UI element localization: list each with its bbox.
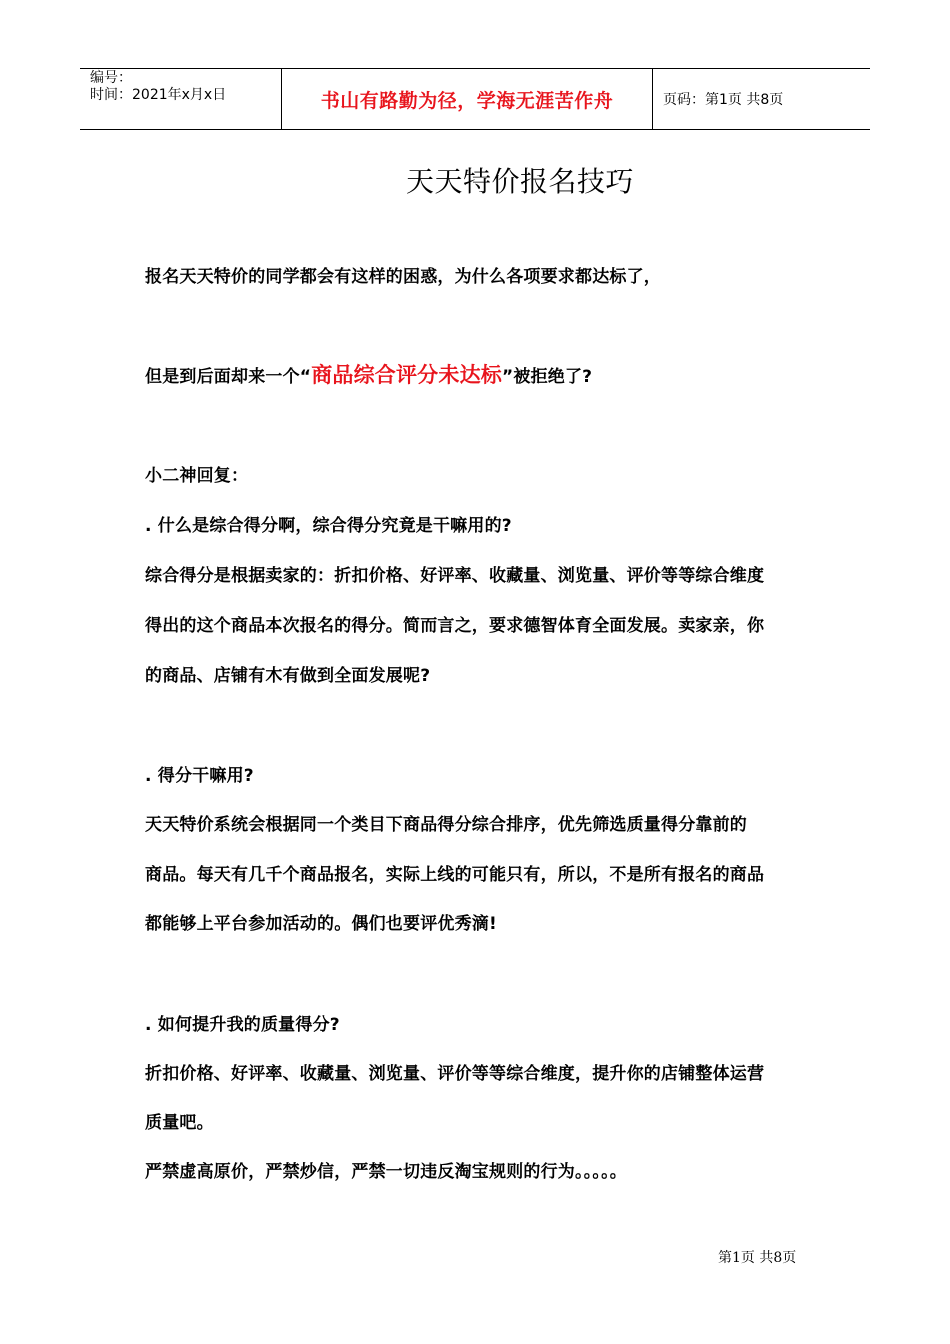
answer-3-line-1: 折扣价格、好评率、收藏量、浏览量、评价等等综合维度，提升你的店铺整体运营 <box>145 1064 765 1084</box>
highlight-rating-not-met: 商品综合评分未达标 <box>311 363 502 387</box>
question-2: . 得分干嘛用? <box>145 766 254 786</box>
question-text-after: ”被拒绝了? <box>502 367 593 387</box>
paragraph-intro: 报名天天特价的同学都会有这样的困惑，为什么各项要求都达标了， <box>145 267 661 287</box>
answer-1-line-1: 综合得分是根据卖家的：折扣价格、好评率、收藏量、浏览量、评价等等综合维度 <box>145 566 765 586</box>
answer-1-line-3: 的商品、店铺有木有做到全面发展呢? <box>145 666 431 686</box>
answer-2-line-3: 都能够上平台参加活动的。偶们也要评优秀滴! <box>145 914 497 934</box>
reply-label: 小二神回复： <box>145 466 249 486</box>
answer-2-line-2: 商品。每天有几千个商品报名，实际上线的可能只有，所以，不是所有报名的商品 <box>145 865 765 885</box>
answer-3-line-3: 严禁虚高原价，严禁炒信，严禁一切违反淘宝规则的行为。。。。。 <box>145 1162 627 1182</box>
header-info-cell <box>80 69 281 129</box>
question-text-before: 但是到后面却来一个“ <box>145 367 312 387</box>
question-3: . 如何提升我的质量得分? <box>145 1015 340 1035</box>
document-header <box>80 68 870 130</box>
header-page-label: 页码：第1页 共8页 <box>663 92 784 108</box>
header-motto: 书山有路勤为径，学海无涯苦作舟 <box>281 69 653 129</box>
answer-1-line-2: 得出的这个商品本次报名的得分。简而言之，要求德智体育全面发展。卖家亲，你 <box>145 616 765 636</box>
footer-page-label: 第1页 共8页 <box>718 1250 797 1266</box>
header-time-label: 时间：2021年x月x日 <box>90 87 227 103</box>
document-title: 天天特价报名技巧 <box>405 165 634 198</box>
answer-2-line-1: 天天特价系统会根据同一个类目下商品得分综合排序，优先筛选质量得分靠前的 <box>145 815 747 835</box>
header-number-label: 编号： <box>90 70 132 86</box>
paragraph-question-line <box>145 359 810 389</box>
answer-3-line-2: 质量吧。 <box>145 1113 214 1133</box>
question-1: . 什么是综合得分啊，综合得分究竟是干嘛用的? <box>145 516 512 536</box>
